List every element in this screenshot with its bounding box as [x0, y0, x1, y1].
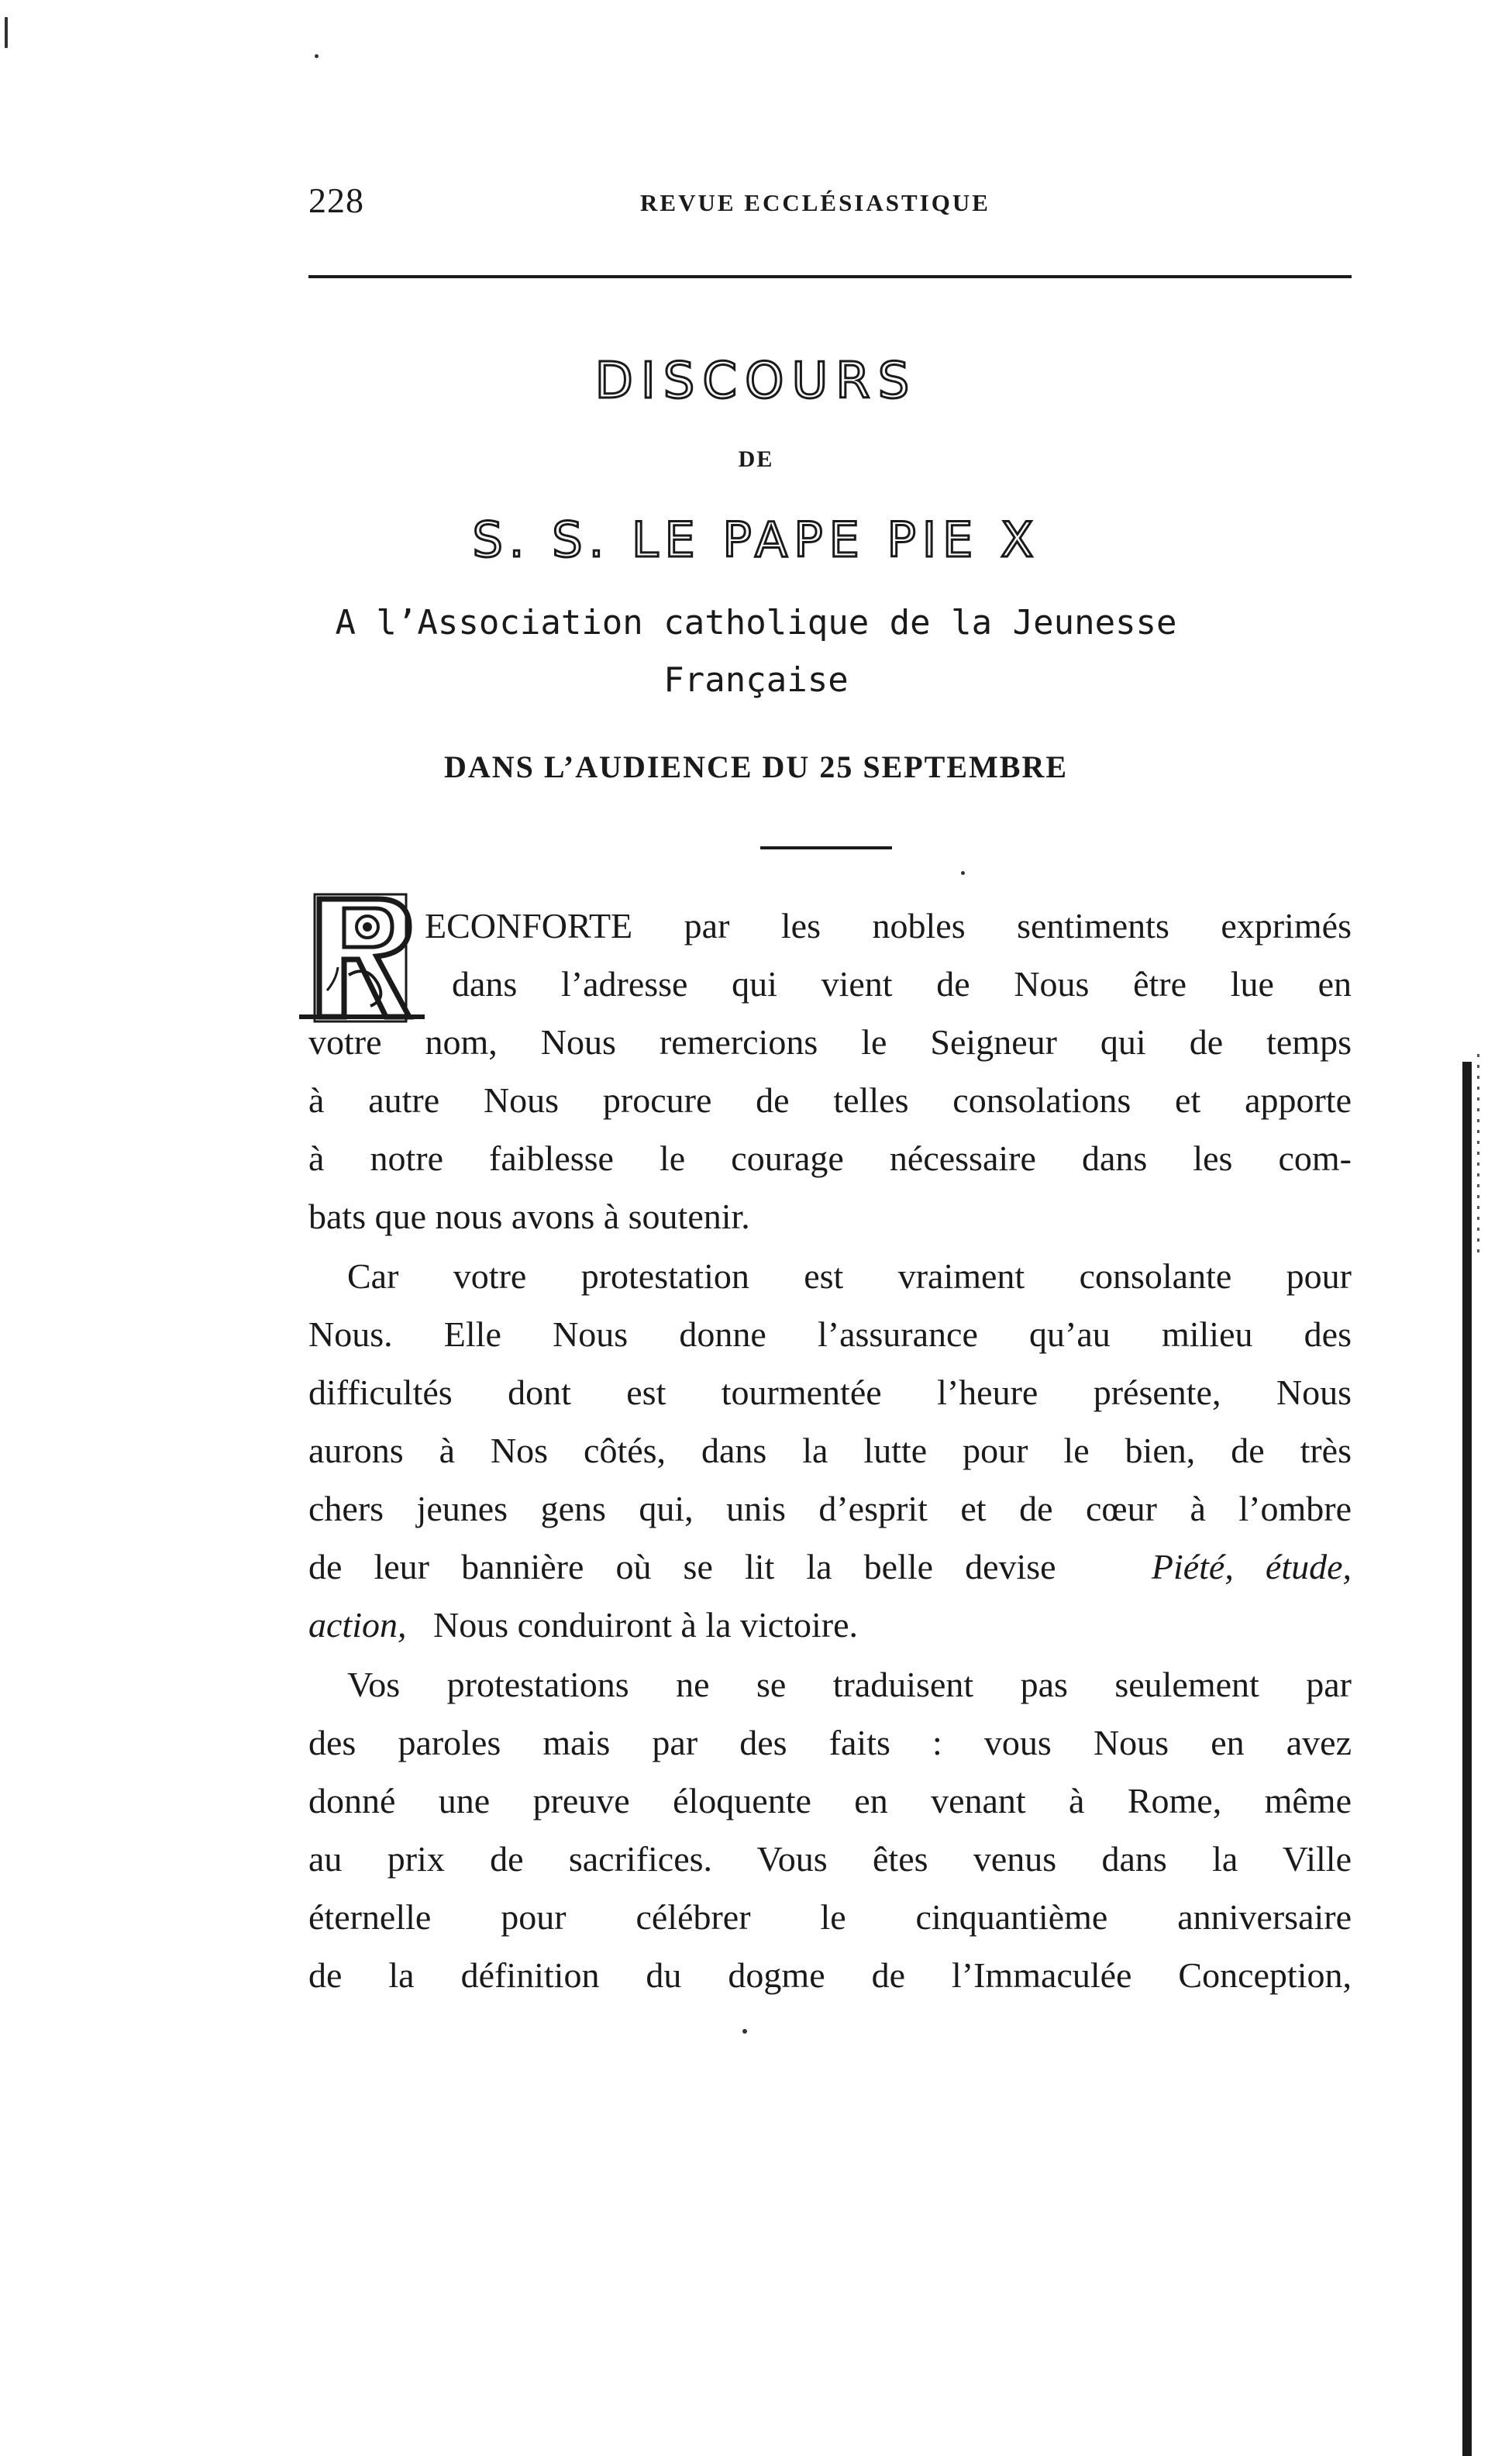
- text-line-7: Car votre protestation est vraiment consolante pour: [347, 1256, 1352, 1296]
- header-rule: [308, 275, 1352, 278]
- title-pope: S. S. LE PAPE PIE X: [472, 512, 1040, 568]
- scan-edge-bar: [1462, 1062, 1472, 2456]
- body-text: [308, 905, 1352, 1758]
- text-line-1: ECONFORTE par les nobles sentiments exprimés: [425, 906, 1352, 946]
- scan-speck: [5, 17, 8, 48]
- section-rule: [760, 846, 892, 849]
- motto-italic: Piété, étude,: [1151, 1547, 1352, 1586]
- text-line-8: Nous. Elle Nous donne l’assurance qu’au milieu des: [308, 1314, 1352, 1354]
- text-line-19: de la définition du dogme de l’Immaculée Conception,: [308, 1955, 1352, 1995]
- scan-speck: [315, 54, 319, 58]
- text-line-14: Vos protestations ne se traduisent pas seulement par: [347, 1665, 1352, 1704]
- subtitle-line-2: Française: [663, 660, 849, 700]
- text-line-13-roman: Nous conduiront à la victoire.: [432, 1605, 859, 1645]
- text-line-17: au prix de sacrifices. Vous êtes venus dans la Ville: [308, 1839, 1352, 1879]
- text-line-16: donné une preuve éloquente en venant à Rome, même: [308, 1781, 1352, 1820]
- text-line-2: dans l’adresse qui vient de Nous être lue en: [452, 964, 1352, 1004]
- title-discours: DISCOURS: [594, 353, 918, 410]
- text-line-18: éternelle pour célébrer le cinquantième anniversaire: [308, 1897, 1352, 1937]
- running-head: REVUE ECCLÉSIASTIQUE: [640, 189, 990, 216]
- text-line-12: [308, 1546, 1352, 1587]
- text-line-6: bats que nous avons à soutenir.: [308, 1197, 750, 1236]
- scan-speck: [742, 2029, 747, 2034]
- text-line-11: chers jeunes gens qui, unis d’esprit et de cœur à l’ombre: [308, 1489, 1352, 1528]
- text-line-12-roman: de leur bannière où se lit la belle devise: [308, 1547, 1056, 1586]
- text-line-4: à autre Nous procure de telles consolations et apporte: [308, 1080, 1352, 1120]
- text-line-13: [308, 1604, 1352, 1645]
- text-line-5: à notre faiblesse le courage nécessaire dans les com-: [308, 1138, 1352, 1178]
- audience-date: DANS L’AUDIENCE DU 25 SEPTEMBRE: [443, 749, 1069, 784]
- subtitle-line-1: A l’Association catholique de la Jeunesse: [335, 603, 1177, 642]
- scan-edge-dots: [1477, 1054, 1479, 1256]
- body-text-continued: [308, 1722, 1352, 2032]
- text-line-9: difficultés dont est tourmentée l’heure présente, Nous: [308, 1373, 1352, 1412]
- page-number: 228: [308, 181, 364, 220]
- scan-speck: [961, 871, 965, 875]
- motto-italic-end: action,: [308, 1605, 407, 1645]
- title-de: DE: [738, 446, 774, 472]
- text-line-3: votre nom, Nous remercions le Seigneur qui de temps: [308, 1022, 1352, 1062]
- text-line-10: aurons à Nos côtés, dans la lutte pour le bien, de très: [308, 1431, 1352, 1470]
- text-line-15: des paroles mais par des faits : vous Nous en avez: [308, 1723, 1352, 1762]
